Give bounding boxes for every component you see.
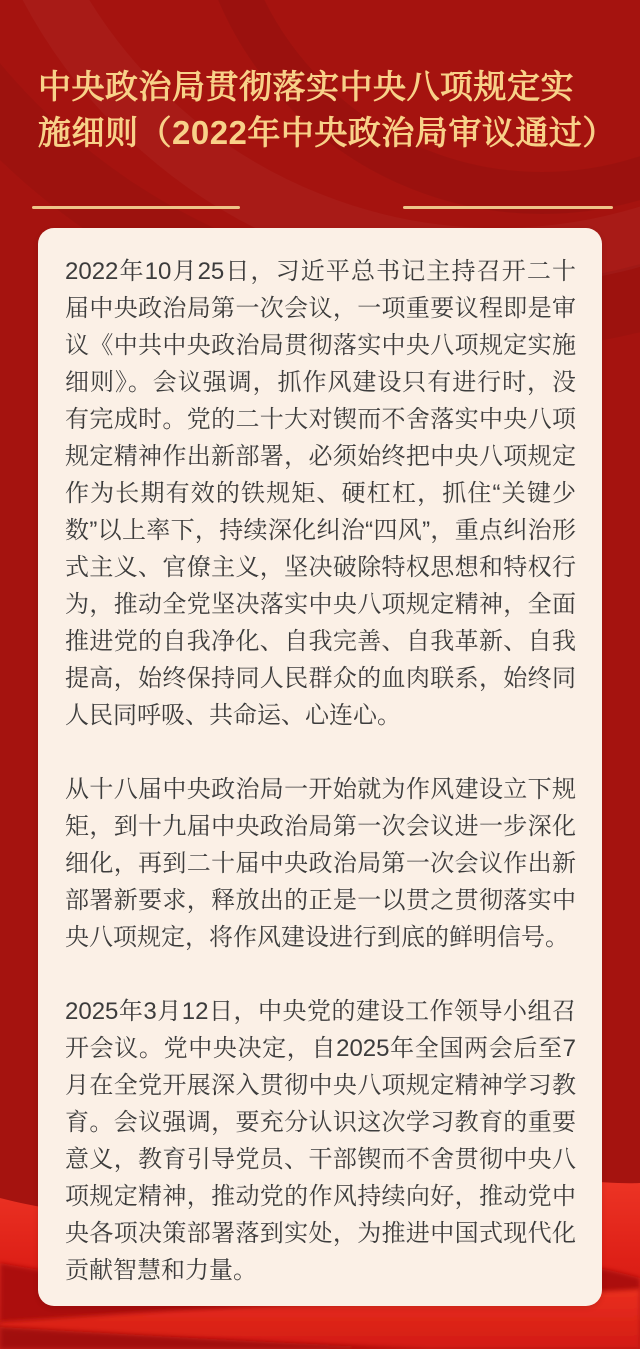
page-title: 中央政治局贯彻落实中央八项规定实施细则（2022年中央政治局审议通过） <box>38 68 616 151</box>
content-card <box>38 228 602 1306</box>
paragraph-meeting-2025: 2025年3月12日，中央党的建设工作领导小组召开会议。党中央决定，自2025年全国两会后至7月在全党开展深入贯彻中央八项规定精神学习教育。会议强调，要充分认识这次学习教育的重要意义，教育引导党员、干部锲而不舍贯彻中央八项规定精神，推动党的作风持续向好，推动党中央各项决策部署落到实处，为推进中国式现代化贡献智慧和力量。 <box>65 998 576 1284</box>
paragraph-meeting-2022: 2022年10月25日，习近平总书记主持召开二十届中央政治局第一次会议，一项重要议程即是审议《中共中央政治局贯彻落实中央八项规定实施细则》。会议强调，抓作风建设只有进行时，没有完成时。党的二十大对锲而不舍落实中央八项规定精神作出新部署，必须始终把中央八项规定作为长期有效的铁规矩、硬杠杠，抓住“关键少数”以上率下，持续深化纠治“四风”，重点纠治形式主义、官僚主义，坚决破除特权思想和特权行为，推动全党坚决落实中央八项规定精神，全面推进党的自我净化、自我完善、自我革新、自我提高，始终保持同人民群众的血肉联系，始终同人民同呼吸、共命运、心连心。 <box>65 258 576 729</box>
paragraph-history: 从十八届中央政治局一开始就为作风建设立下规矩，到十九届中央政治局第一次会议进一步深化细化，再到二十届中央政治局第一次会议作出新部署新要求，释放出的正是一以贯之贯彻落实中央八项规定，将作风建设进行到底的鲜明信号。 <box>65 776 576 951</box>
divider-line-right <box>403 206 613 209</box>
divider-line-left <box>32 206 240 209</box>
divider-row <box>0 206 640 209</box>
